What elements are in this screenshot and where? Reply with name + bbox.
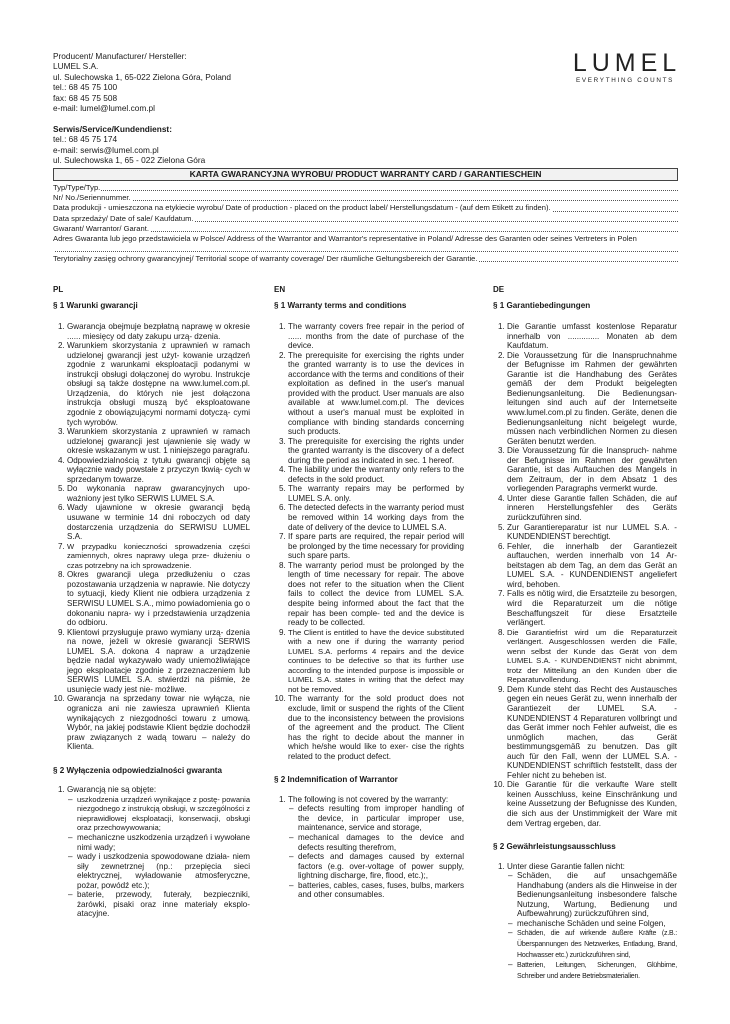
logo-tagline: EVERYTHING COUNTS [575,77,675,84]
exclusions-list [53,785,250,919]
list-item: 4. Odpowiedzialnością z tytułu gwarancji objęte są wyłącznie wady powstałe z przyczyn tkwią- cych w sprzedanym towarze. [67,456,250,485]
list-item: 5. Do wykonania napraw gwarancyjnych upo- ważniony jest tylko SERWIS LUMEL S.A. [67,484,250,503]
logo-wordmark: LUMEL [572,49,682,77]
column-de [493,285,677,981]
producer-company: LUMEL S.A. [53,61,99,72]
list-item: 9. Klientowi przysługuje prawo wymiany urzą- dzenia na nowe, jeżeli w okresie gwarancji SERWIS LUMEL S.A. dokona 4 napraw a urządzenie będzie nadal wykazywało wady uniemożliwiające jego eksploatacje zgodnie z przeznaczeniem lub SERWIS LUMEL S.A. stwierdzi na piśmie, że usunięcie wady jest nie- możliwe. [67,628,250,695]
service-heading: Serwis/Service/Kundendienst: [53,124,172,134]
section-title: § 2 Indemnification of Warrantor [274,775,398,785]
service-phone: tel.: 68 45 75 174 [53,134,118,145]
producer-block [53,51,413,113]
list-item: 9. Dem Kunde steht das Recht des Austausches gegen ein neues Gerät zu, wenn innerhalb der Garantiezeit der LUMEL S.A. - KUNDENDIENST 4 Reparaturen vollbringt und das Gerät immer noch Fehler aufweist, die es unmöglich machen, das Gerät bestimmungsgemäß zu benutzen. Das gilt auch für den Fall, wenn der LUMEL S.A. - KUNDENDIENST schriftlich feststellt, dass der Fehler nicht zu beheben ist. [507,685,677,780]
field-warrantor[interactable] [53,224,678,234]
list-item: – Batterien, Leitungen, Sicherungen, Glühbirne, Schreiber und andere Betriebsmaterialien. [517,960,677,981]
list-item: 2. Die Voraussetzung für die Inanspruchnahme der Befugnisse im Rahmen der gewährten Garantie ist die Handhabung des Gerätes gemäß der dem Produkt beigelegten Bedienungsanleitung. Die Bedienungsan- leitungen sind auch auf der Internetseite www.lumel.com.pl zu finden. Geräte, denen die Bedienungsanleitung nicht beigelegt wurde, müssen nach verbindlichen Normen zu diesen Geräten benutzt werden. [507,351,677,446]
producer-email[interactable]: e-mail: lumel@lumel.com.pl [53,103,156,114]
field-sale-date[interactable] [53,214,678,224]
service-email[interactable]: e-mail: serwis@lumel.com.pl [53,144,159,155]
list-item: 9. The Client is entitled to have the device substituted with a new one if during the warranty period LUMEL S.A. performs 4 repairs and the device continues to be defective so that its further use according to the intended purpose is impossible or LUMEL S.A. states in writing that the defect may not be removed. [288,628,464,695]
list-item: – uszkodzenia urządzeń wynikające z postę- powania niezgodnego z instrukcją obsługi, w szczególności z nieprawidłowej eksploatacji, konserwacji, obsługi oraz przechowywowania; [77,795,250,833]
producer-fax: fax: 68 45 75 508 [53,92,118,103]
field-serial-number[interactable] [53,193,678,203]
list-item: 1. Die Garantie umfasst kostenlose Reparatur innerhalb von .............. Monaten ab dem Kaufdatum. [507,322,677,351]
service-address: ul. Sulechowska 1, 65 - 022 Zielona Góra [53,155,206,166]
list-item: 8. Die Garantiefrist wird um die Reparaturzeit verlängert. Ausgeschlossen werden die Fälle, wenn selbst der Kunde das Gerät von dem LUMEL S.A. - KUNDENDIENST nicht abnimmt, trotz der Mitteilung an den Kunden über die Reparaturvollendung. [507,628,677,685]
terms-list [274,322,464,761]
section-title: § 1 Warranty terms and conditions [274,300,407,310]
producer-phone: tel.: 68 45 75 100 [53,82,118,93]
list-item: 1. Gwarancją nie są objęte: – uszkodzenia urządzeń wynikające z postę- powania niezgodnego z instrukcją obsługi, w szczególności z nieprawidłowej eksploatacji, konserwacji, obsługi oraz przechowywowania; – mechaniczne uszkodzenia urządzeń i wywołane nimi wady; – wady i uszkodzenia spowodowane działa- niem siły zewnetrznej (np.: przepięcia sieci elektrycznej, wyładowanie atmosferyczne, pożar, powódź etc.); – baterie, przewody, futerały, bezpieczniki, żarówki, pisaki oraz inne materiały eksplo- atacyjne. [67,785,250,919]
section-title: § 2 Gewährleistungsausschluss [493,842,616,852]
field-address-line[interactable] [53,244,678,254]
exclusions-list [274,795,464,900]
lang-heading-de: DE [493,285,505,294]
list-item: 10. The warranty for the sold product does not exclude, limit or suspend the rights of the Client due to the inconsistency between the provisions of the agreement and the product. The Client has the right to decide about the manner in which he/she would like to exer- cise the rights related to the product defect. [288,694,464,761]
list-item: 4. Unter diese Garantie fallen Schäden, die auf inneren Herstellungsfehler des Geräts zurückzuführen sind. [507,494,677,523]
list-item: 3. Die Voraussetzung für die Inanspruch- nahme der Befugnisse im Rahmen der gewährten Garantie, ist das Auftauchen des Mangels in dem Zeitraum, der in dem Absatz 1 des vorliegenden Paragraphs vermerkt wurde. [507,446,677,494]
field-type[interactable] [53,183,678,193]
column-pl [53,285,250,919]
field-warrantor-label: Gwarant/ Warrantor/ Garant. [53,223,149,233]
list-item: 8. The warranty period must be prolonged by the length of time necessary for repair. The above does not refer to the situation when the Client fails to collect the device from LUMEL S.A. despite being informed about the fact that the repair has been comple- ted and the device is ready to be collected. [288,561,464,628]
list-item: – defects and damages caused by external factors (e.g. over-voltage of power supply, lightning discharge, fire, flood, etc.);, [298,852,464,881]
exclusions-list [493,862,677,982]
list-item: 5. The warranty repairs may be performed by LUMEL S.A. only. [288,484,464,503]
exclusion-sublist [67,795,250,919]
list-item: – baterie, przewody, futerały, bezpieczniki, żarówki, pisaki oraz inne materiały eksplo- atacyjne. [77,890,250,919]
field-warrantor-address [53,234,678,244]
service-block [53,124,413,166]
field-type-label: Typ/Type/Typ. [53,183,101,192]
field-territorial-scope[interactable] [53,254,678,264]
list-item: 10. Die Garantie für die verkaufte Ware stellt keinen Ausschluss, keine Einschränkung und keine Aussetzung der Befugnisse des Kunden, die sich aus der Unstimmigkeit der Ware mit dem Vertrag ergeben, dar. [507,780,677,828]
section-title: § 1 Warunki gwarancji [53,300,138,310]
list-item: – mechanische Schäden und seine Folgen, [517,919,677,929]
list-item: 4. The liability under the warranty only refers to the defects in the sold product. [288,465,464,484]
list-item: – Schäden, die auf wirkende äußere Kräfte (z.B.: Überspannungen des Netzwerkes, Entladung, Brand, Hochwasser etc.) zurückzuführen sind, [517,928,677,960]
producer-address: ul. Sulechowska 1, 65-022 Zielona Góra, Poland [53,71,232,82]
warranty-card-title: KARTA GWARANCYJNA WYROBU/ PRODUCT WARRANTY CARD / GARANTIESCHEIN [53,168,678,181]
list-item: 2. Warunkiem skorzystania z uprawnień w ramach udzielonej gwarancji jest użyt- kowanie urządzeń zgodnie z warunkami eksploatacji podanymi w instrukcji obsługi dołączonej do wyrobu. Instrukcje obsługi są także dostępne na www.lumel.com.pl. Urządzenia, do których nie jest dołączona instrukcja obsługi muszą być eksploatowane zgodnie z obowiązującymi normami dotyczą- cymi tych wyrobów. [67,341,250,427]
list-item: 1. The warranty covers free repair in the period of ...... months from the date of purchase of the device. [288,322,464,351]
list-item: 2. The prerequisite for exercising the rights under the granted warranty is to use the devices in accordance with the terms and conditions of their exploitation as defined in the user's manual provided with the product. User manuals are also available at www.lumel.com.pl. The devices without a user's manual must be exploited in compliance with binding standards concerning such products. [288,351,464,437]
terms-list [53,322,250,752]
list-item: – batteries, cables, cases, fuses, bulbs, markers and other consumables. [298,881,464,900]
list-item: 5. Zur Garantiereparatur ist nur LUMEL S.A. - KUNDENDIENST berechtigt. [507,523,677,542]
list-item: – wady i uszkodzenia spowodowane działa- niem siły zewnetrznej (np.: przepięcia sieci elektrycznej, wyładowanie atmosferyczne, pożar, powódź etc.); [77,852,250,890]
list-item: 1. The following is not covered by the warranty: – defects resulting from improper handling of the device, in particular improper use, maintenance, service and storage, – mechanical damages to the device and defects resulting therefrom, – defects and damages caused by external factors (e.g. over-voltage of power supply, lightning discharge, fire, flood, etc.);, – batteries, cables, cases, fuses, bulbs, markers and other consumables. [288,795,464,900]
column-en [274,285,464,900]
field-address-label: Adres Gwaranta lub jego przedstawiciela w Polsce/ Address of the Warrantor and Warrantor's representative in Poland/ Adresse des Garanten oder seines Vertreters in Polen [53,233,637,243]
list-item: 7. Falls es nötig wird, die Ersatzteile zu besorgen, wird die Reparaturzeit um die nötige Beschaffungszeit für diese Ersatzteile verlängert. [507,589,677,627]
section-title: § 2 Wyłączenia odpowiedzialności gwaranta [53,765,222,775]
field-territory-label: Terytorialny zasięg ochrony gwarancyjnej/ Territorial scope of warranty coverage/ Der räumliche Geltungsbereich der Garantie. [53,254,478,264]
terms-list [493,322,677,828]
producer-heading: Producent/ Manufacturer/ Hersteller: [53,51,187,61]
list-item: 7. W przypadku konieczności sprowadzenia części zamiennych, okres naprawy ulega prze- dłużeniu o czas potrzebny na ich sprowadzenie. [67,542,250,571]
list-item: – Schäden, die auf unsachgemäße Handhabung (anders als die Hinweise in der Bedienungsanleitung insbesondere falsche Nutzung, Wartung, Bedienung und Aufbewahrung) zurückzuführen sind, [517,871,677,919]
field-production-label: Data produkcji - umieszczona na etykiecie wyrobu/ Date of production - placed on the product label/ Herstellungsdatum - (auf dem Etikett zu finden). [53,203,551,213]
exclusion-sublist [507,871,677,981]
list-item: 7. If spare parts are required, the repair period will be prolonged by the time necessary for providing such spare parts. [288,532,464,561]
list-item: 10. Gwarancja na sprzedany towar nie wyłącza, nie ogranicza ani nie zawiesza uprawnień Klienta wynikających z niezgodności towaru z umową. Wybór, na jakiej podstawie Klient będzie dochodził praw związanych z wadą towaru – należy do Klienta. [67,694,250,751]
list-item: 6. The detected defects in the warranty period must be removed within 14 working days from the date of delivery of the device to LUMEL S.A. [288,503,464,532]
warranty-card-fields [53,183,678,264]
lang-heading-pl: PL [53,285,64,294]
field-sale-label: Data sprzedaży/ Date of sale/ Kaufdatum. [53,213,194,223]
list-item: 3. Warunkiem skorzystania z uprawnień w ramach udzielonej gwarancji jest ujawnienie się wady w okresie wskazanym w ust. 1 niniejszego paragrafu. [67,427,250,456]
list-item: 1. Unter diese Garantie fallen nicht: – Schäden, die auf unsachgemäße Handhabung (anders als die Hinweise in der Bedienungsanleitung insbesondere falsche Nutzung, Wartung, Bedienung und Aufbewahrung) zurückzuführen sind, – mechanische Schäden und seine Folgen, – Schäden, die auf wirkende äußere Kräfte (z.B.: Überspannungen des Netzwerkes, Entladung, Brand, Hochwasser etc.) zurückzuführen sind, – Batterien, Leitungen, Sicherungen, Glühbirne, Schreiber und andere Betriebsmaterialien. [507,862,677,982]
list-item: – mechaniczne uszkodzenia urządzeń i wywołane nimi wady; [77,833,250,852]
exclusion-sublist [288,804,464,899]
lang-heading-en: EN [274,285,286,294]
field-serial-label: Nr/ No./Seriennummer. [53,193,131,203]
list-item: 6. Fehler, die innerhalb der Garantiezeit auftauchen, werden innerhalb von 14 Ar- beitstagen ab dem Tag, an dem das Gerät an LUMEL S.A. - KUNDENDIENST angeliefert wird, behoben. [507,542,677,590]
list-item: – defects resulting from improper handling of the device, in particular improper use, maintenance, service and storage, [298,804,464,833]
list-item: 8. Okres gwarancji ulega przedłużeniu o czas pozostawania urządzenia w naprawie. Nie dotyczy to sytuacji, kiedy Klient nie odbiera urządzenia z SERWISU LUMEL S.A., mimo powiadomienia go o dokonaniu napra- wy i przedstawienia urządzenia do odbioru. [67,570,250,627]
list-item: 3. The prerequisite for exercising the rights under the granted warranty is the discovery of a defect during the period as indicated in sec. 1 hereof. [288,437,464,466]
lumel-logo [560,50,690,84]
field-production-date[interactable] [53,203,678,213]
section-title: § 1 Garantiebedingungen [493,300,591,310]
list-item: 1. Gwarancja obejmuje bezpłatną naprawę w okresie ...... miesięcy od daty zakupu urzą- dzenia. [67,322,250,341]
list-item: – mechanical damages to the device and defects resulting therefrom, [298,833,464,852]
list-item: 6. Wady ujawnione w okresie gwarancji będą usuwane w terminie 14 dni roboczych od daty dostarczenia urządzenia do SERWISU LUMEL S.A. [67,503,250,541]
